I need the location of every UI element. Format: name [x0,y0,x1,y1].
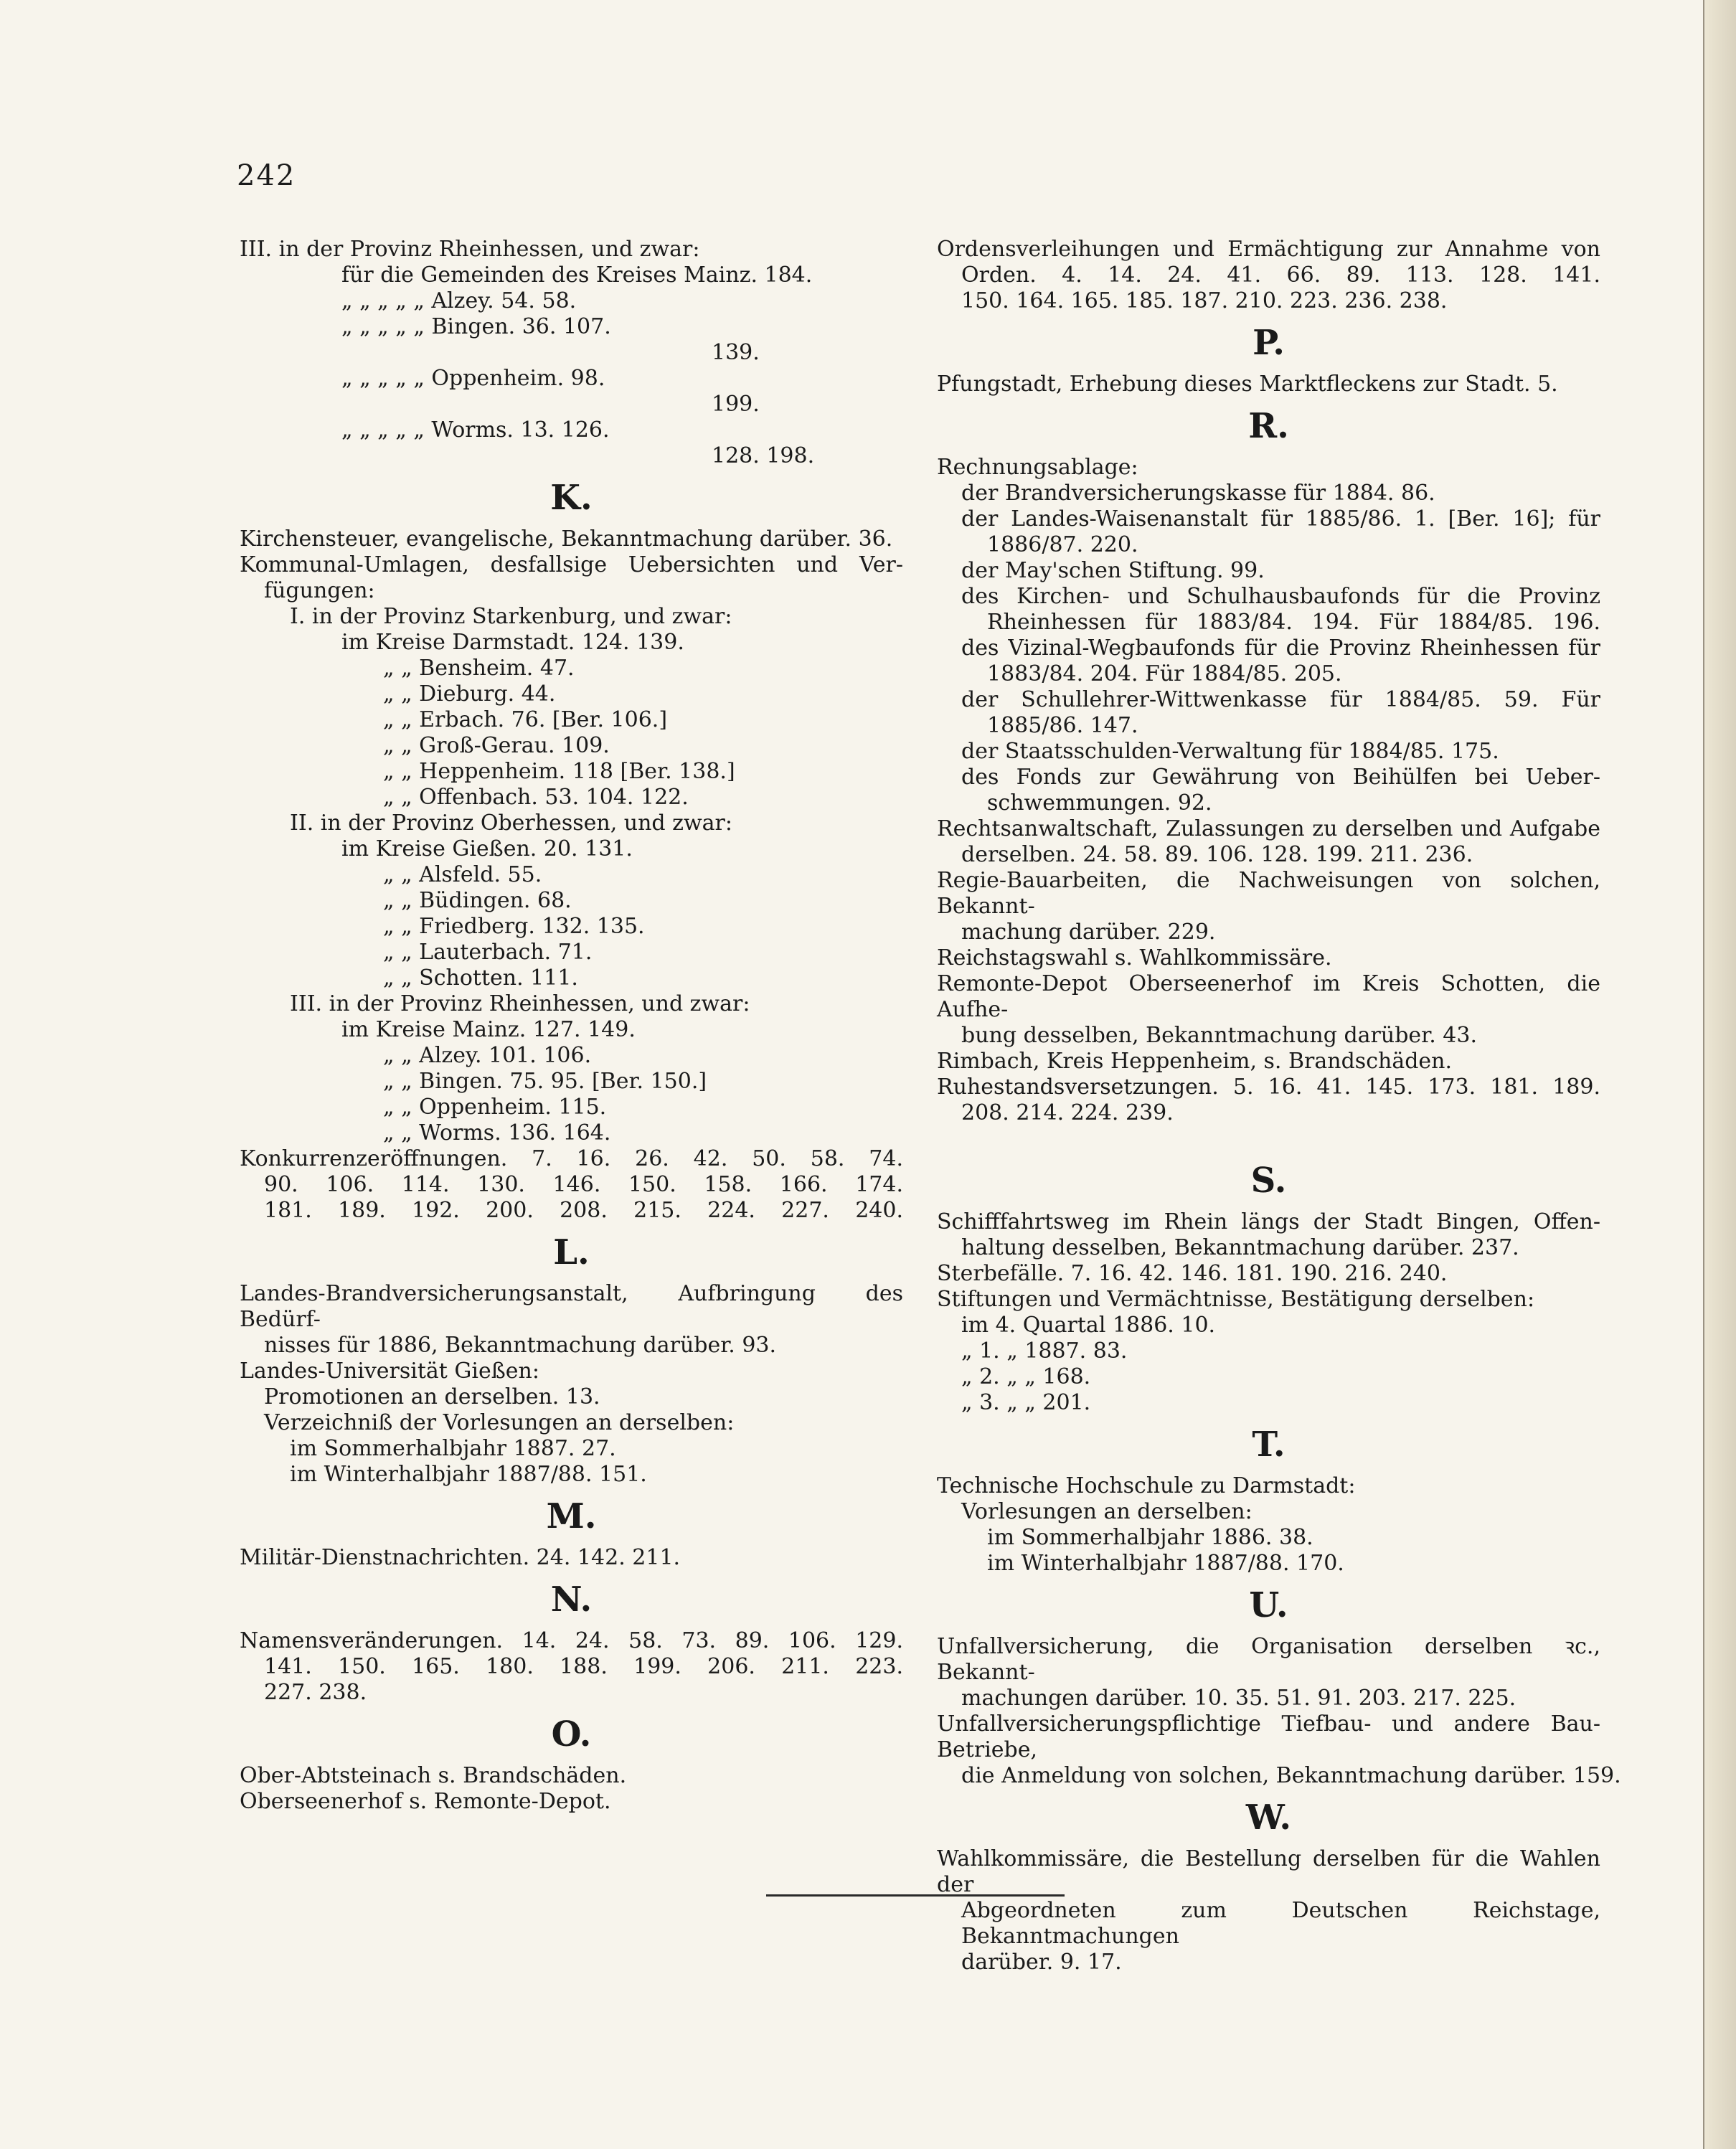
index-entry-line: 1886/87. 220. [987,532,1138,557]
index-entry-line: „ „ „ „ „ Bingen. 36. 107. [341,314,611,339]
page-number: 242 [237,159,296,192]
index-entry-line: Wahlkommissäre, die Bestellung derselben für die Wahlen der [937,1846,1600,1897]
section-letter-heading: N. [550,1579,593,1620]
index-entry-line: „ „ Offenbach. 53. 104. 122. [383,785,689,810]
index-entry-line: 1883/84. 204. Für 1884/85. 205. [987,661,1342,686]
index-entry-line: Rechtsanwaltschaft, Zulassungen zu derselben und Aufgabe [937,816,1600,841]
index-entry-line: Rimbach, Kreis Heppenheim, s. Brandschäden. [937,1049,1453,1074]
index-entry-line: der Brandversicherungskasse für 1884. 86. [961,481,1435,506]
section-letter-heading: K. [550,478,593,518]
index-entry-line: im Sommerhalbjahr 1887. 27. [290,1436,616,1461]
index-entry-line: im 4. Quartal 1886. 10. [961,1313,1216,1338]
index-entry-line: machung darüber. 229. [961,920,1216,945]
index-entry-line: Pfungstadt, Erhebung dieses Marktfleckens zur Stadt. 5. [937,372,1558,397]
index-entry-line: im Kreise Mainz. 127. 149. [341,1017,636,1042]
section-letter-heading: P. [1253,323,1285,363]
index-column-right [937,237,1621,1975]
index-entry-line: Landes-Brandversicherungsanstalt, Aufbringung des Bedürf- [240,1281,903,1332]
index-entry-line: der Staatsschulden-Verwaltung für 1884/85. 175. [961,739,1499,764]
index-entry-line: 227. 238. [264,1680,367,1705]
index-entry-line: „ „ „ „ „ Worms. 13. 126. [341,417,610,443]
index-entry-line: 150. 164. 165. 185. 187. 210. 223. 236. 238. [961,288,1448,313]
index-entry-line: „ „ Alsfeld. 55. [383,862,542,887]
index-entry-line: „ „ Alzey. 101. 106. [383,1043,592,1068]
index-entry-line: 199. [712,392,760,417]
index-entry-line: Unfallversicherung, die Organisation derselben ꝛc., Bekannt- [937,1634,1600,1685]
index-entry-line: „ „ Bingen. 75. 95. [Ber. 150.] [383,1069,707,1094]
index-entry-line: „ „ Erbach. 76. [Ber. 106.] [383,707,668,732]
index-entry-line: Namensveränderungen. 14. 24. 58. 73. 89. 106. 129. [240,1628,903,1653]
index-entry-line: 90. 106. 114. 130. 146. 150. 158. 166. 174. [264,1172,903,1197]
index-entry-line: Technische Hochschule zu Darmstadt: [937,1473,1356,1498]
blank-line [937,1126,1600,1152]
index-entry-line: machungen darüber. 10. 35. 51. 91. 203. 217. 225. [961,1686,1516,1711]
index-entry-line: der May'schen Stiftung. 99. [961,558,1265,583]
index-entry-line: „ „ Bensheim. 47. [383,656,575,681]
index-entry-line: des Fonds zur Gewährung von Beihülfen bei Ueber- [961,765,1600,790]
index-entry-line: Kirchensteuer, evangelische, Bekanntmachung darüber. 36. [240,526,893,552]
index-entry-line: Unfallversicherungspflichtige Tiefbau- und andere Bau-Betriebe, [937,1711,1600,1762]
index-entry-line: Ordensverleihungen und Ermächtigung zur Annahme von [937,237,1600,262]
index-entry-line: Rheinhessen für 1883/84. 194. Für 1884/85. 196. [987,610,1600,635]
index-entry-line: 181. 189. 192. 200. 208. 215. 224. 227. 240. [264,1198,903,1223]
index-entry-line: Reichstagswahl s. Wahlkommissäre. [937,945,1332,970]
index-entry-line: Ruhestandsversetzungen. 5. 16. 41. 145. 173. 181. 189. [937,1074,1600,1100]
index-entry-line: Konkurrenzeröffnungen. 7. 16. 26. 42. 50. 58. 74. [240,1146,903,1171]
index-entry-line: 1885/86. 147. [987,713,1138,738]
index-entry-line: Sterbefälle. 7. 16. 42. 146. 181. 190. 216. 240. [937,1261,1448,1286]
section-letter-heading: L. [553,1232,590,1272]
index-entry-line: Abgeordneten zum Deutschen Reichstage, Bekanntmachungen [961,1898,1600,1949]
index-entry-line: die Anmeldung von solchen, Bekanntmachung darüber. 159. [961,1763,1621,1788]
index-entry-line: Promotionen an derselben. 13. [264,1384,600,1409]
section-letter-heading: W. [1245,1798,1292,1838]
index-entry-line: nisses für 1886, Bekanntmachung darüber. 93. [264,1333,777,1358]
index-entry-line: der Landes-Waisenanstalt für 1885/86. 1. [Ber. 16]; für [961,506,1600,532]
closing-rule [766,1894,1065,1897]
index-entry-line: darüber. 9. 17. [961,1950,1122,1975]
index-entry-line: Landes-Universität Gießen: [240,1359,539,1384]
index-entry-line: im Winterhalbjahr 1887/88. 170. [987,1551,1344,1576]
index-entry-line: Kommunal-Umlagen, desfallsige Uebersichten und Ver- [240,552,903,577]
index-entry-line: III. in der Provinz Rheinhessen, und zwar: [240,237,700,262]
index-entry-line: „ „ Büdingen. 68. [383,888,572,913]
index-entry-line: „ „ Groß-Gerau. 109. [383,733,610,758]
index-entry-line: I. in der Provinz Starkenburg, und zwar: [290,604,732,629]
index-column-left [240,237,903,1815]
page-edge [1703,0,1736,2149]
index-entry-line: haltung desselben, Bekanntmachung darüber. 237. [961,1235,1519,1260]
index-entry-line: Remonte-Depot Oberseenerhof im Kreis Schotten, die Aufhe- [937,971,1600,1022]
index-entry-line: fügungen: [264,578,375,603]
index-entry-line: Oberseenerhof s. Remonte-Depot. [240,1789,611,1814]
index-entry-line: Verzeichniß der Vorlesungen an derselben: [264,1410,735,1435]
section-letter-heading: O. [551,1714,592,1754]
index-entry-line: Rechnungsablage: [937,455,1138,480]
index-entry-line: schwemmungen. 92. [987,790,1212,816]
index-entry-line: für die Gemeinden des Kreises Mainz. 184. [341,263,813,288]
index-entry-line: des Vizinal-Wegbaufonds für die Provinz Rheinhessen für [961,636,1600,661]
index-entry-line: derselben. 24. 58. 89. 106. 128. 199. 211. 236. [961,842,1473,867]
index-entry-line: „ „ Schotten. 111. [383,965,578,991]
index-entry-line: „ „ Friedberg. 132. 135. [383,914,645,939]
index-entry-line: „ „ Oppenheim. 115. [383,1095,607,1120]
index-entry-line: im Kreise Darmstadt. 124. 139. [341,630,684,655]
index-entry-line: „ „ Heppenheim. 118 [Ber. 138.] [383,759,735,784]
index-entry-line: Regie-Bauarbeiten, die Nachweisungen von solchen, Bekannt- [937,868,1600,919]
index-entry-line: „ „ Dieburg. 44. [383,681,556,707]
index-entry-line: 139. [712,340,760,365]
section-letter-heading: S. [1250,1161,1287,1201]
index-entry-line: „ „ Worms. 136. 164. [383,1120,611,1146]
index-entry-line: 141. 150. 165. 180. 188. 199. 206. 211. 223. [264,1654,903,1679]
index-entry-line: Ober-Abtsteinach s. Brandschäden. [240,1763,627,1788]
index-entry-line: 208. 214. 224. 239. [961,1100,1174,1125]
index-entry-line: Schifffahrtsweg im Rhein längs der Stadt Bingen, Offen- [937,1209,1600,1234]
index-entry-line: im Winterhalbjahr 1887/88. 151. [290,1462,647,1487]
index-entry-line: Militär-Dienstnachrichten. 24. 142. 211. [240,1545,681,1570]
section-letter-heading: U. [1249,1585,1288,1625]
index-entry-line: der Schullehrer-Wittwenkasse für 1884/85. 59. Für [961,687,1600,712]
index-entry-line: „ 2. „ „ 168. [961,1364,1091,1389]
index-entry-line: III. in der Provinz Rheinhessen, und zwar: [290,991,750,1016]
index-entry-line: „ „ „ „ „ Alzey. 54. 58. [341,288,577,313]
index-entry-line: Vorlesungen an derselben: [961,1499,1253,1524]
index-entry-line: im Sommerhalbjahr 1886. 38. [987,1525,1313,1550]
section-letter-heading: T. [1252,1425,1286,1465]
section-letter-heading: R. [1248,406,1289,446]
index-entry-line: Orden. 4. 14. 24. 41. 66. 89. 113. 128. 141. [961,263,1600,288]
index-entry-line: des Kirchen- und Schulhausbaufonds für die Provinz [961,584,1600,609]
index-entry-line: II. in der Provinz Oberhessen, und zwar: [290,811,732,836]
index-entry-line: „ 3. „ „ 201. [961,1390,1091,1415]
index-entry-line: Stiftungen und Vermächtnisse, Bestätigung derselben: [937,1287,1535,1312]
index-entry-line: 128. 198. [712,443,815,468]
index-entry-line: „ 1. „ 1887. 83. [961,1338,1128,1364]
index-entry-line: im Kreise Gießen. 20. 131. [341,836,633,861]
index-entry-line: „ „ „ „ „ Oppenheim. 98. [341,366,605,391]
index-entry-line: „ „ Lauterbach. 71. [383,940,593,965]
index-entry-line: bung desselben, Bekanntmachung darüber. 43. [961,1023,1477,1048]
section-letter-heading: M. [546,1496,597,1536]
